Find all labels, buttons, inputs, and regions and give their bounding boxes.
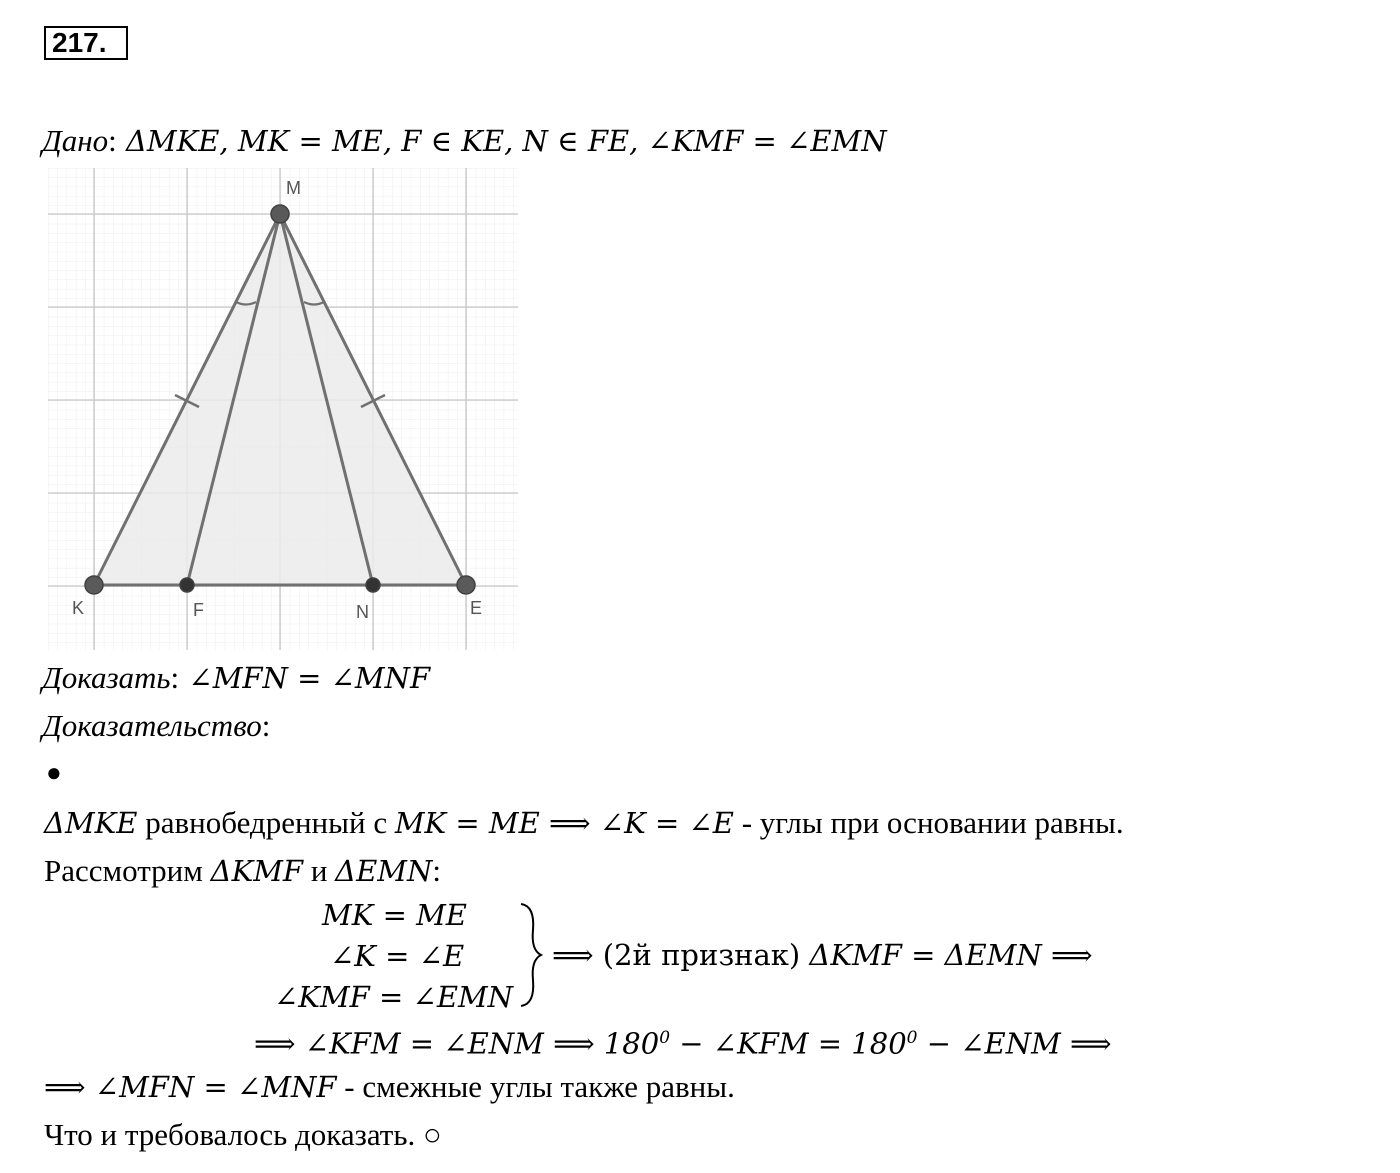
system-row-3: ∠KMF = ∠EMN [274, 980, 514, 1014]
given-text: ΔMKE, MK = ME, F ∈ KE, N ∈ FE, ∠KMF = ∠EMN [116, 124, 887, 158]
line4-text: - смежные углы также равны. [336, 1069, 735, 1104]
qed-text: Что и требовалось доказать. [44, 1117, 423, 1152]
system-row-1: MK = ME [322, 898, 467, 932]
line2-text-1: Рассмотрим [44, 853, 211, 888]
prove-label: Доказать [42, 660, 171, 695]
proof-line-2 [44, 853, 441, 889]
line4-math: ⟹ ∠MFN = ∠MNF [44, 1070, 337, 1104]
triangle-figure [48, 168, 518, 650]
given-colon: : [108, 123, 117, 158]
system-result [552, 937, 1093, 973]
label-n: N [356, 602, 369, 622]
line1-math: MK = ME ⟹ ∠K = ∠E [394, 806, 734, 840]
proof-line-5 [44, 1117, 442, 1153]
point-e [457, 576, 475, 594]
proof-label: Доказательство [42, 708, 262, 743]
label-k: K [72, 598, 85, 618]
system-brace [515, 900, 545, 1010]
given-line [42, 123, 887, 159]
bullet-mark: ● [46, 758, 62, 787]
label-m: M [286, 178, 301, 198]
proof-line-4 [44, 1069, 735, 1105]
triangle-mke: ΔMKE [44, 806, 138, 840]
line1-text-2: - углы при основании равны. [733, 805, 1124, 840]
line3-part-c: − ∠ENM ⟹ [917, 1026, 1112, 1061]
label-f: F [193, 600, 204, 620]
qed-circle-icon: ○ [423, 1117, 442, 1152]
line3-part-b: − ∠KFM = 180 [670, 1026, 907, 1061]
prove-colon: : [170, 660, 180, 695]
line2-text-2: и [303, 853, 336, 888]
proof-line [42, 708, 270, 744]
triangle-kmf: ΔKMF [210, 854, 304, 888]
point-n [366, 578, 380, 592]
label-e: E [470, 598, 483, 618]
proof-line-3 [254, 1020, 1112, 1062]
triangle-emn: ΔEMN [335, 854, 433, 888]
point-f [180, 578, 194, 592]
proof-colon: : [261, 708, 271, 743]
point-k [85, 576, 103, 594]
point-m [271, 205, 289, 223]
prove-text: ∠MFN = ∠MNF [179, 661, 431, 695]
congruence-result: ΔKMF = ΔEMN ⟹ [809, 938, 1093, 972]
given-label: Дано [42, 123, 109, 158]
line2-colon: : [432, 853, 441, 888]
line1-text-1: равнобедренный с [137, 805, 395, 840]
degree-sup-2: 0 [906, 1028, 918, 1048]
problem-number: 217. [44, 26, 128, 60]
line3-part-a: ⟹ ∠KFM = ∠ENM ⟹ 180 [254, 1026, 660, 1061]
prove-line [42, 660, 430, 696]
second-criterion-text: ⟹ (2й признак) [552, 938, 810, 972]
degree-sup-1: 0 [659, 1028, 671, 1048]
proof-line-1 [44, 805, 1124, 841]
system-row-2: ∠K = ∠E [330, 939, 465, 973]
